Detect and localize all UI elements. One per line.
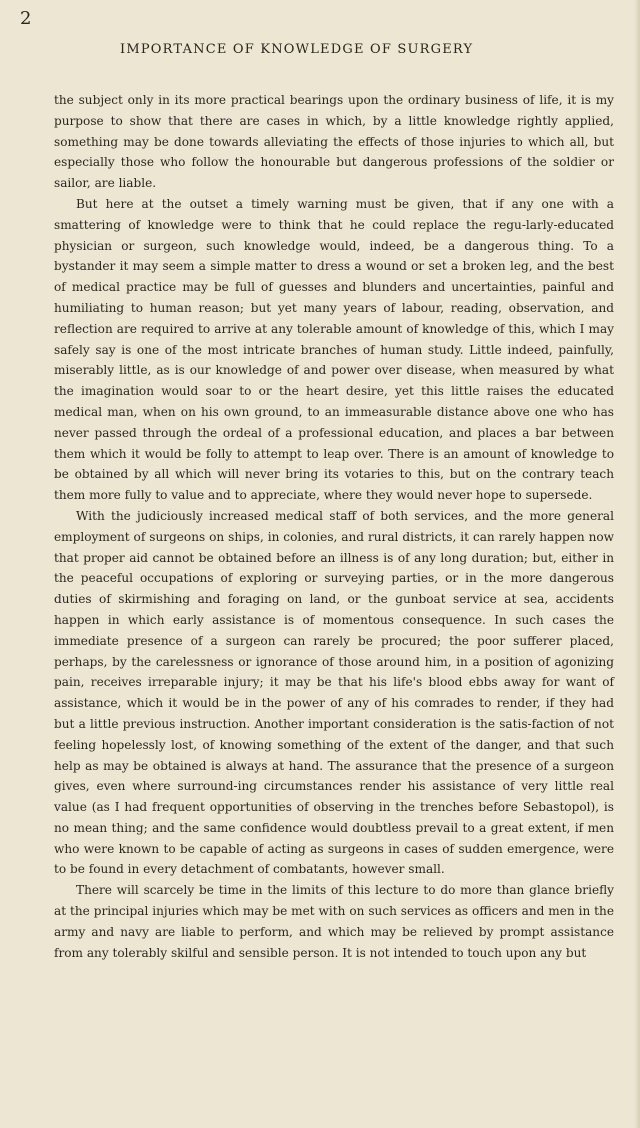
- paragraph-1: the subject only in its more practical bearings upon the ordinary business of life, it is my purpose to show that there are cases in which, by a little knowledge rightly applied, something may be done towards alleviating the effects of those injuries to which all, but especially those who follow the honourable but dangerous professions of the soldier or sailor, are liable.: [54, 93, 614, 191]
- paragraph-2: But here at the outset a timely warning must be given, that if any one with a smattering of knowledge were to think that he could replace the regu-larly-educated physician or surgeon, such knowledge would, indeed, be a dangerous thing. To a bystander it may seem a simple matter to dress a wound or set a broken leg, and the best of medical practice may be full of guesses and blunders and uncertainties, painful and humiliating to human reason; but yet many years of labour, reading, observation, and reflection are required to arrive at any tolerable amount of knowledge of this, which I may safely say is one of the most intricate branches of human study. Little indeed, painfully, miserably little, as is our knowledge of and power over disease, when measured by what the imagination would soar to or the heart desire, yet this little raises the educated medical man, when on his own ground, to an immeasurable distance above one who has never passed through the ordeal of a professional education, and places a bar between them which it would be folly to attempt to leap over. There is an amount of knowledge to be obtained by all which will never bring its votaries to this, but on the contrary teach them more fully to value and to appreciate, where they would never hope to supersede.: [54, 196, 614, 503]
- running-title: IMPORTANCE OF KNOWLEDGE OF SURGERY: [120, 42, 474, 57]
- body-text: [54, 90, 614, 963]
- running-head: [20, 4, 614, 57]
- page-number: 2: [20, 8, 32, 29]
- paragraph-3: With the judiciously increased medical staff of both services, and the more general employment of surgeons on ships, in colonies, and rural districts, it can rarely happen now that proper aid cannot be obtained before an illness is of any long duration; but, either in the peaceful occupations of exploring or surveying parties, or in the more dangerous duties of skirmishing and foraging on land, or the gunboat service at sea, accidents happen in which early assistance is of momentous consequence. In such cases the immediate presence of a surgeon can rarely be procured; the poor sufferer placed, perhaps, by the carelessness or ignorance of those around him, in a position of agonizing pain, receives irreparable injury; it may be that his life's blood ebbs away for want of assistance, which it would be in the power of any of his comrades to render, if they had but a little previous instruction. Another important consideration is the satis-faction of not feeling hopelessly lost, of knowing something of the extent of the danger, and that such help as may be obtained is always at hand. The assurance that the presence of a surgeon gives, even where surround-ing circumstances render his assistance of very little real value (as I had frequent opportunities of observing in the trenches before Sebastopol), is no mean thing; and the same confidence would doubtless prevail to a great extent, if men who were known to be capable of acting as surgeons in cases of sudden emergence, were to be found in every detachment of combatants, however small.: [54, 508, 614, 877]
- page-edge-shadow: [634, 0, 640, 1128]
- paragraph-4: There will scarcely be time in the limits of this lecture to do more than glance briefly at the principal injuries which may be met with on such services as officers and men in the army and navy are liable to perform, and which may be relieved by prompt assistance from any tolerably skilful and sensible person. It is not intended to touch upon any but: [54, 883, 614, 960]
